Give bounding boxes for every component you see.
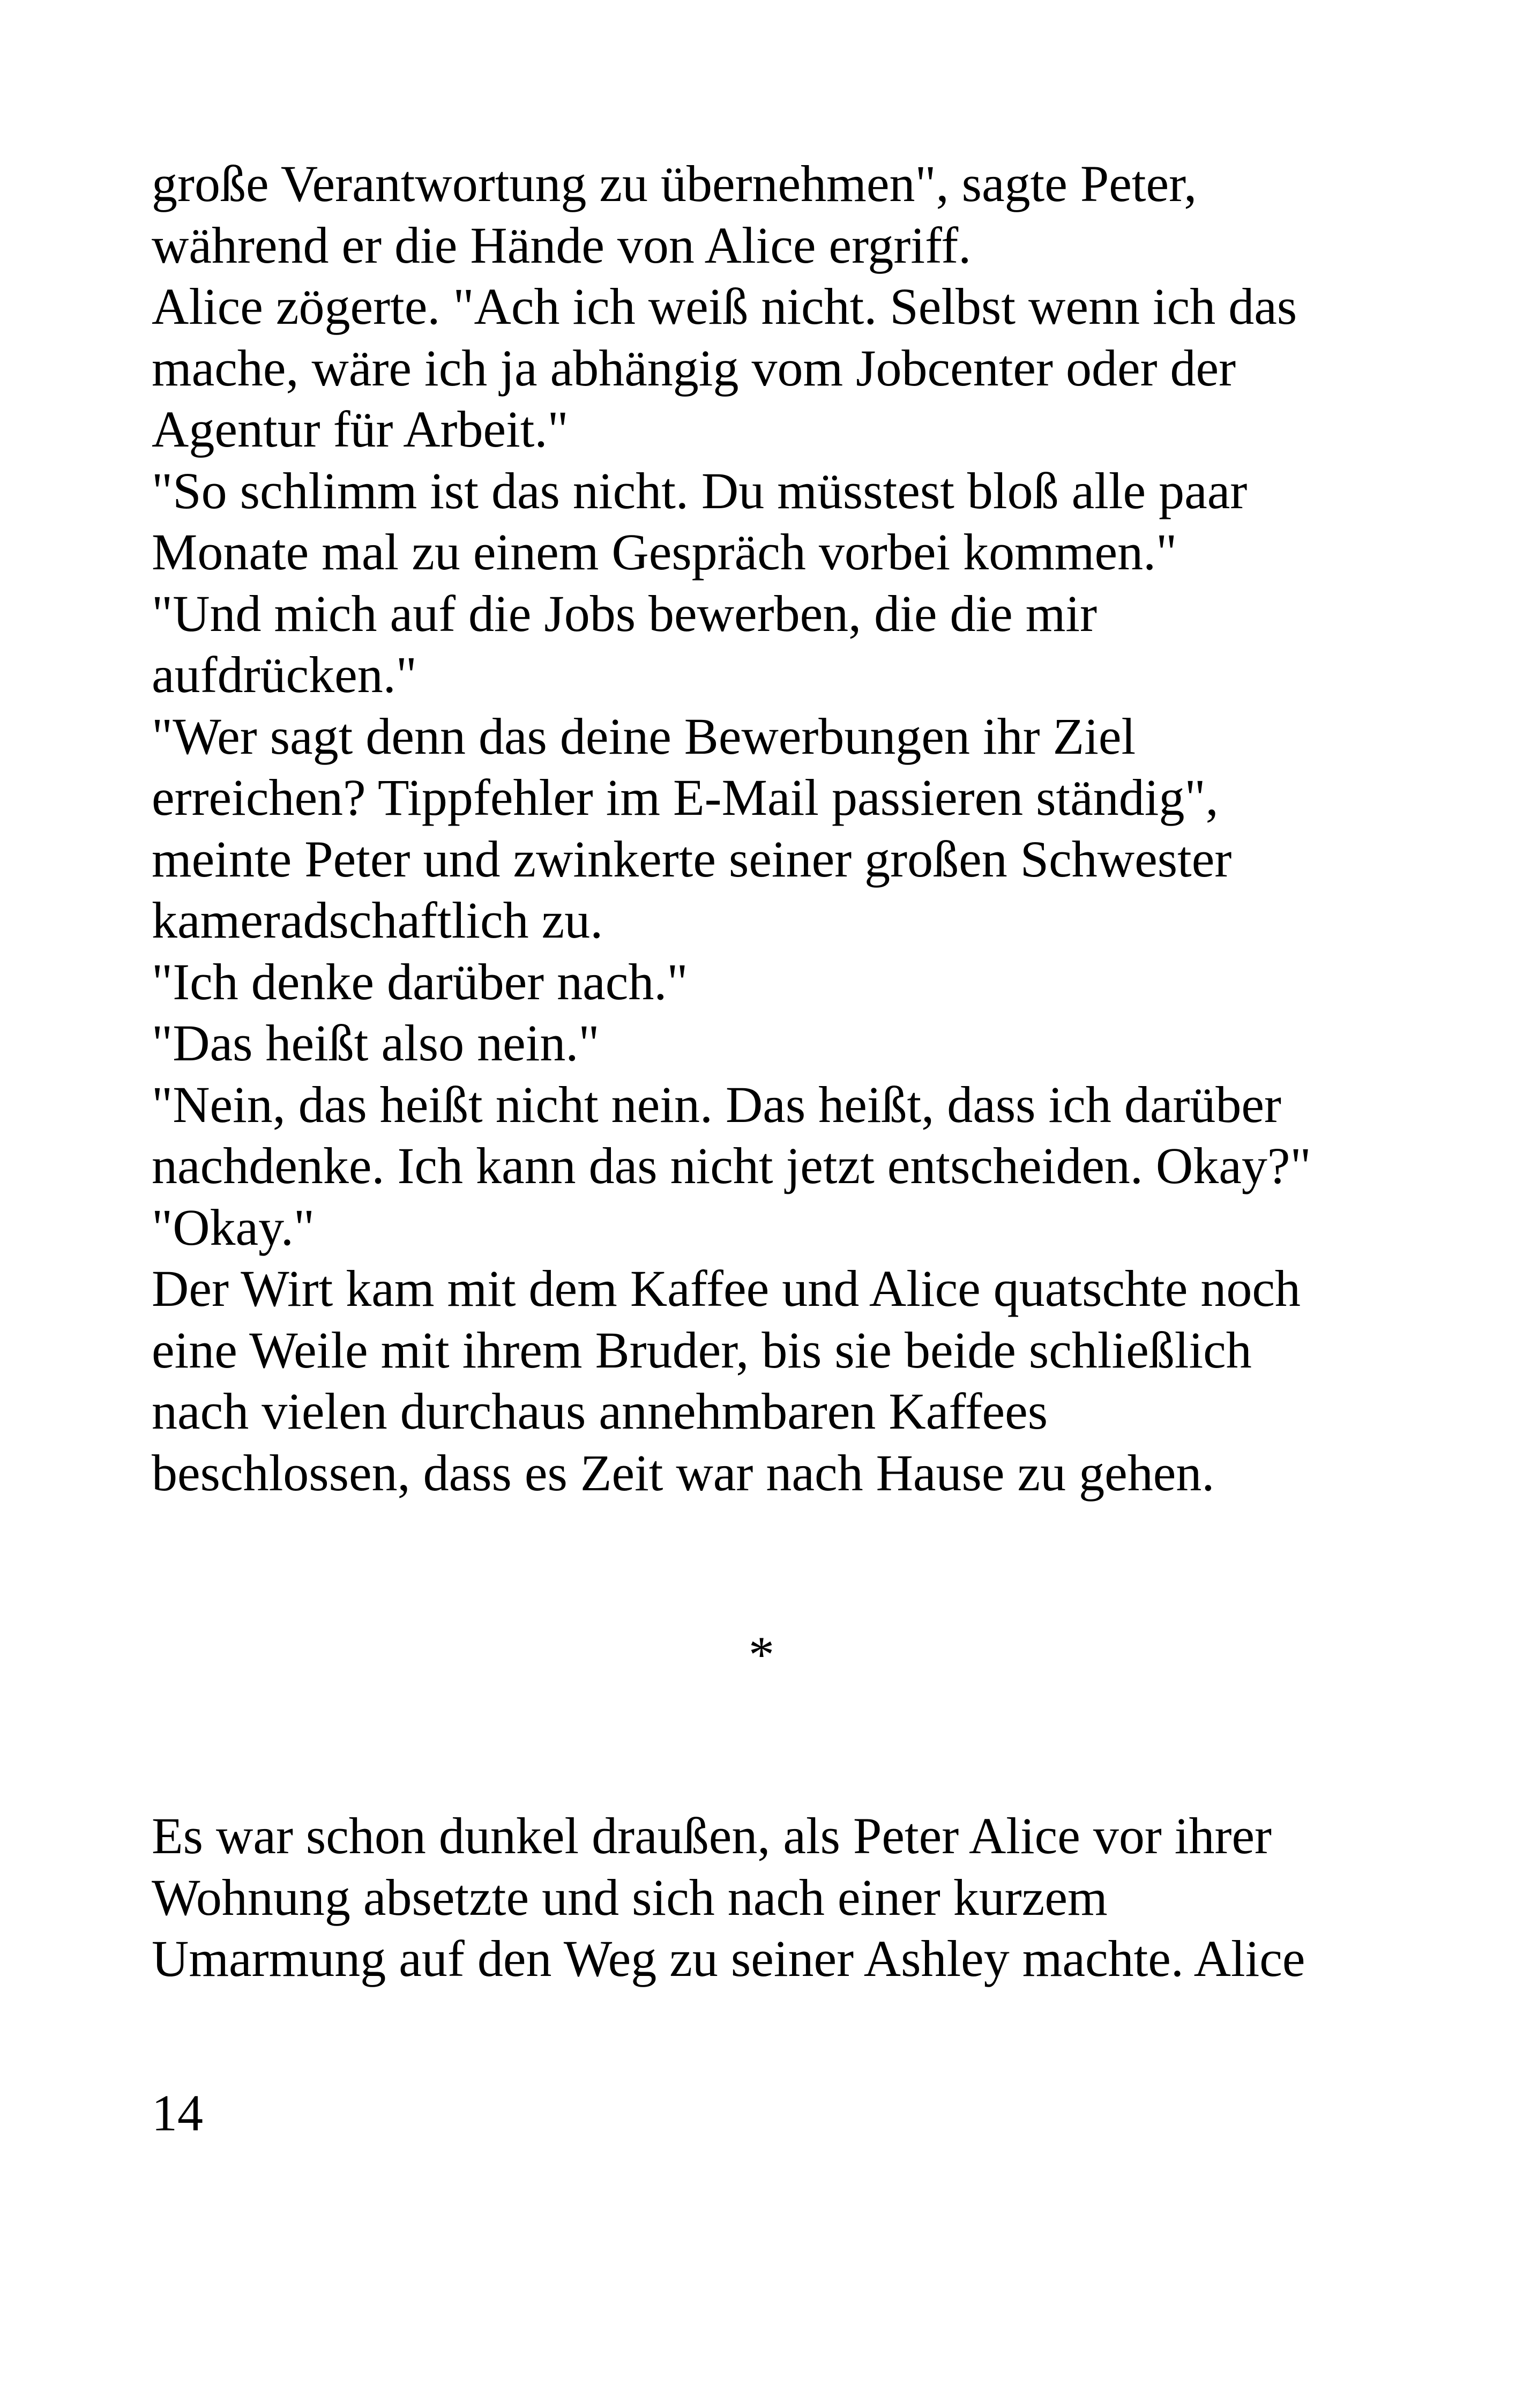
text-line: "Und mich auf die Jobs bewerben, die die mir — [152, 584, 1098, 642]
text-line: Umarmung auf den Weg zu seiner Ashley machte. Alice — [152, 1930, 1305, 1987]
text-line: "Nein, das heißt nicht nein. Das heißt, dass ich darüber — [152, 1075, 1281, 1133]
text-line: erreichen? Tippfehler im E-Mail passieren ständig", — [152, 769, 1219, 826]
text-line: Agentur für Arbeit." — [152, 400, 569, 458]
text-line: nachdenke. Ich kann das nicht jetzt entscheiden. Okay?" — [152, 1137, 1311, 1194]
text-line: "Das heißt also nein." — [152, 1014, 600, 1072]
text-line: Es war schon dunkel draußen, als Peter Alice vor ihrer — [152, 1807, 1272, 1864]
section-separator: * — [749, 1626, 774, 1683]
text-line: kameradschaftlich zu. — [152, 891, 603, 949]
text-line: "Wer sagt denn das deine Bewerbungen ihr Ziel — [152, 707, 1136, 765]
text-line: Wohnung absetzte und sich nach einer kurzem — [152, 1868, 1108, 1926]
text-line: während er die Hände von Alice ergriff. — [152, 216, 972, 274]
text-line: meinte Peter und zwinkerte seiner großen Schwester — [152, 830, 1232, 888]
page-number: 14 — [152, 2084, 203, 2142]
text-line: beschlossen, dass es Zeit war nach Hause zu gehen. — [152, 1444, 1215, 1502]
paragraph-block-dialogue — [152, 153, 1384, 1504]
text-line: mache, wäre ich ja abhängig vom Jobcenter oder der — [152, 339, 1236, 397]
text-line: "So schlimm ist das nicht. Du müsstest bloß alle paar — [152, 462, 1248, 519]
text-line: "Okay." — [152, 1198, 315, 1256]
text-line: große Verantwortung zu übernehmen", sagte Peter, — [152, 155, 1197, 212]
text-line: Alice zögerte. "Ach ich weiß nicht. Selbst wenn ich das — [152, 278, 1297, 335]
text-line: nach vielen durchaus annehmbaren Kaffees — [152, 1383, 1048, 1440]
text-line: eine Weile mit ihrem Bruder, bis sie beide schließlich — [152, 1321, 1252, 1379]
paragraph-block-narrative — [152, 1805, 1384, 1990]
text-line: Der Wirt kam mit dem Kaffee und Alice quatschte noch — [152, 1260, 1301, 1317]
text-line: aufdrücken." — [152, 646, 417, 703]
text-line: Monate mal zu einem Gespräch vorbei kommen." — [152, 523, 1177, 581]
text-line: "Ich denke darüber nach." — [152, 953, 688, 1010]
